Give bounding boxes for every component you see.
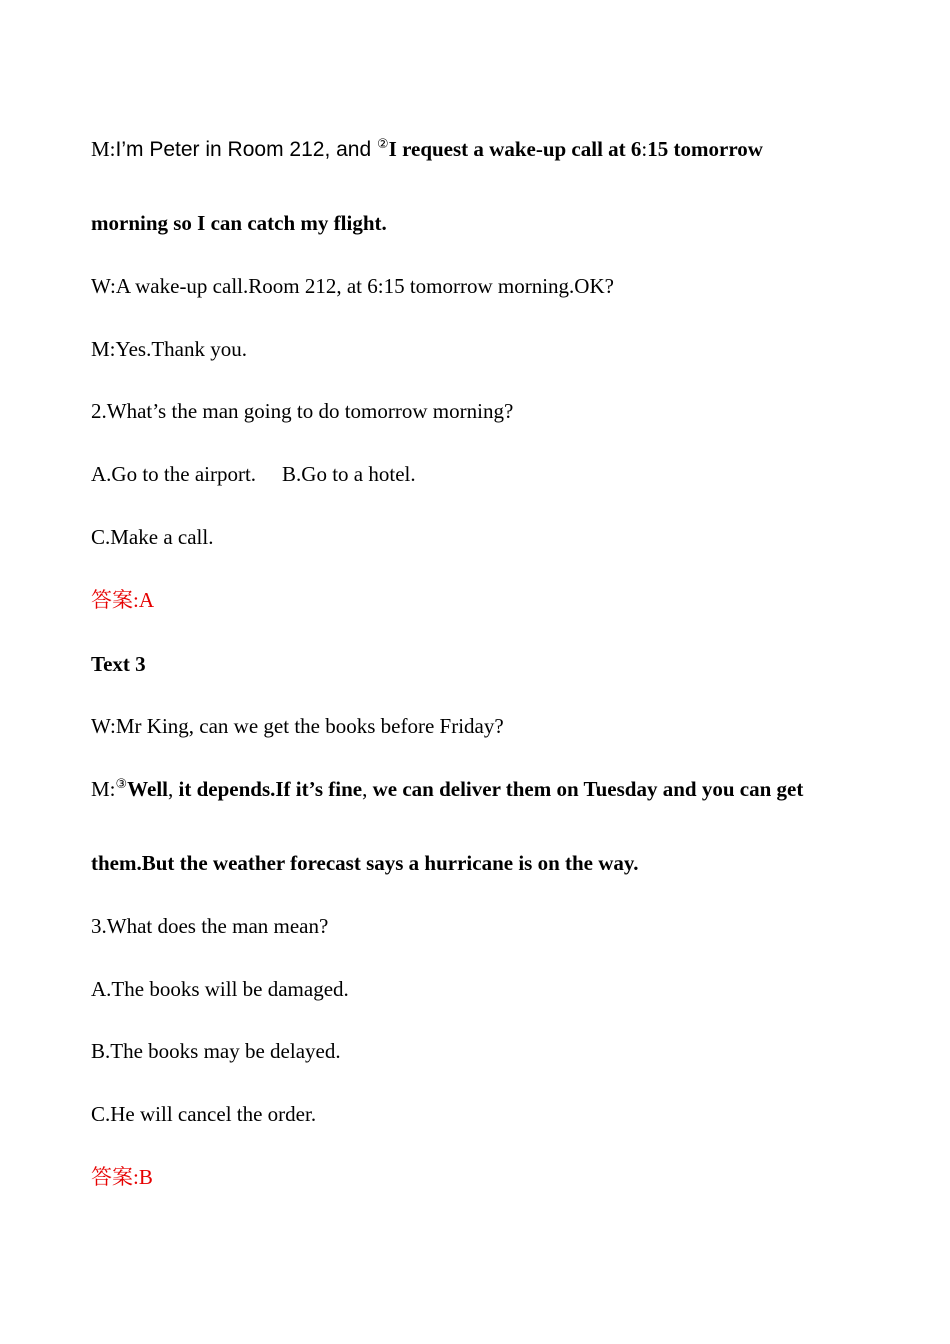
answer-label: 答案: xyxy=(91,1165,139,1189)
dialogue-woman-line: W:A wake-up call.Room 212, at 6:15 tomorrow morning.OK? xyxy=(91,274,614,298)
speaker-label: M: xyxy=(91,137,116,161)
circled-number-2-marker: ② xyxy=(376,137,389,152)
answer-value: A xyxy=(138,588,155,612)
highlighted-text-2: it depends.If it’s fine xyxy=(178,777,363,801)
speaker-label: M: xyxy=(91,777,116,801)
option-b: B.The books may be delayed. xyxy=(91,1039,341,1063)
option-a: A.Go to the airport. xyxy=(91,462,257,486)
option-c: C.Make a call. xyxy=(91,525,214,549)
option-b: B.Go to a hotel. xyxy=(282,462,416,486)
highlighted-text-tail: 15 tomorrow xyxy=(647,137,763,161)
comma-2: , xyxy=(362,777,373,801)
colon-text: : xyxy=(641,137,648,161)
dialogue-woman-line: W:Mr King, can we get the books before Friday? xyxy=(91,714,504,738)
comma-1: , xyxy=(168,777,179,801)
options-row-2 xyxy=(91,464,416,485)
highlighted-text-1: Well xyxy=(127,777,169,801)
answer-value: B xyxy=(138,1165,153,1189)
dialogue-man-reply: M:Yes.Thank you. xyxy=(91,337,247,361)
circled-number-3-marker: ③ xyxy=(115,777,128,792)
highlighted-text: I request a wake-up call at 6 xyxy=(388,137,642,161)
question-3: 3.What does the man mean? xyxy=(91,914,329,938)
option-c: C.He will cancel the order. xyxy=(91,1102,317,1126)
answer-2 xyxy=(91,590,154,611)
answer-3 xyxy=(91,1167,153,1188)
highlighted-text-3: we can deliver them on Tuesday and you can get xyxy=(372,777,804,801)
dialogue-man-line-3 xyxy=(91,779,803,800)
question-2: 2.What’s the man going to do tomorrow morning? xyxy=(91,399,514,423)
dialogue-man-line-1 xyxy=(91,139,763,160)
answer-label: 答案: xyxy=(91,588,139,612)
dialogue-text: I’m Peter in Room 212, and xyxy=(115,138,377,161)
dialogue-man-line-3-continuation: them.But the weather forecast says a hurricane is on the way. xyxy=(91,851,639,875)
section-heading-text-3: Text 3 xyxy=(91,652,146,676)
option-a: A.The books will be damaged. xyxy=(91,977,349,1001)
dialogue-man-line-1-continuation: morning so I can catch my flight. xyxy=(91,211,387,235)
